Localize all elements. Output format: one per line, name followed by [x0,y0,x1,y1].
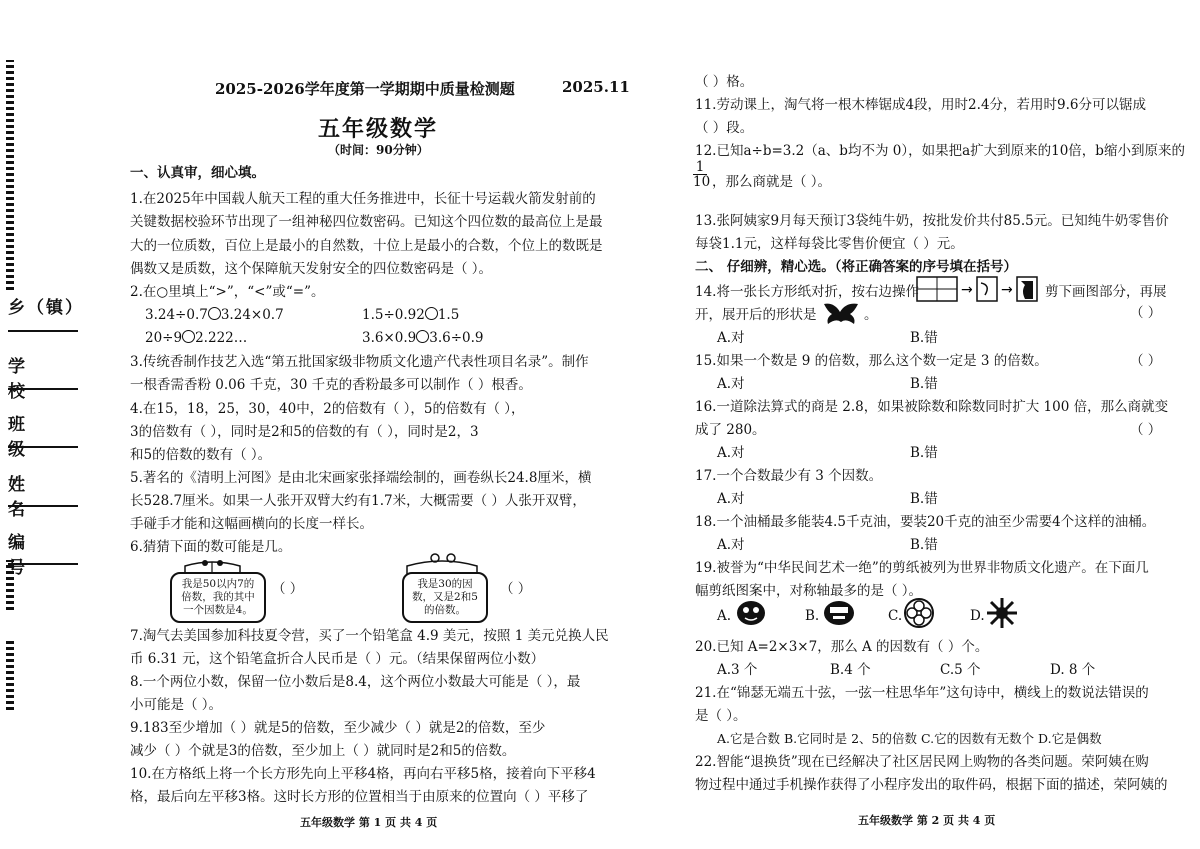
option-c[interactable]: C. [888,608,903,624]
question-line: 7.淘气去美国参加科技夏令营，买了一个铅笔盒 4.9 美元，按照 1 美元兑换人民 [130,628,609,644]
question-line: 6.猜猜下面的数可能是几。 [130,539,292,555]
question-line: 16.一道除法算式的商是 2.8，如果被除数和除数同时扩大 100 倍，那么商就变 [695,399,1169,415]
compare-circle[interactable] [416,330,429,343]
papercut-tiger-picture [735,598,767,628]
compare-circle[interactable] [208,307,221,320]
compare-item: 1.5÷0.92 1.5 [362,307,460,323]
option-b[interactable]: B.4 个 [830,662,871,678]
binding-hatch [6,640,14,710]
section-2-heading: 二、 仔细辨，精心选。（将正确答案的序号填在括号） [695,259,1017,275]
name-label: 姓 名 [8,475,43,520]
papercut-flower-picture [903,597,935,629]
exam-date: 2025.11 [562,78,630,96]
question-line: 18.一个油桶最多能装4.5千克油，要装20千克的油至少需要4个这样的油桶。 [695,514,1156,530]
question-line: 3的倍数有（ ），同时是2和5的倍数的有（ ），同时是2，3 [130,424,479,440]
compare-circle[interactable] [182,330,195,343]
option-b[interactable]: B.错 [910,491,938,507]
option-b[interactable]: B.错 [910,537,938,553]
page-footer: 五年级数学 第 2 页 共 4 页 [858,814,996,827]
number-label: 编 号 [8,533,43,578]
answer-brackets[interactable]: （ ） [1130,305,1162,321]
question-line: 5.著名的《清明上河图》是由北宋画家张择端绘制的，画卷纵长24.8厘米，横 [130,470,592,486]
compare-item: 20÷9 2.222… [145,330,248,346]
cut-shape-picture [820,300,862,326]
question-line: 10.在方格纸上将一个长方形先向上平移4格，再向右平移5格，接着向下平移4 [130,766,596,782]
question-line: 15.如果一个数是 9 的倍数，那么这个数一定是 3 的倍数。 [695,353,1048,369]
question-line: 14.将一张长方形纸对折，按右边操作 [695,284,919,300]
question-line: 格，最后向左平移3格。这时长方形的位置相当于由原来的位置向（ ）平移了 [130,789,589,805]
option-a[interactable]: A.3 个 [717,662,758,678]
answer-blank[interactable]: （ ） [272,581,304,597]
school-label: 学 校 [8,357,43,402]
option-a[interactable]: A.对 [717,537,745,553]
question-line: 19.被誉为“中华民间艺术一绝”的剪纸被列为世界非物质文化遗产。在下面几 [695,560,1149,576]
option-d[interactable]: D. [970,608,985,624]
answer-brackets[interactable]: （ ） [1130,422,1162,438]
option-a[interactable]: A. [717,608,732,624]
option-b[interactable]: B.错 [910,445,938,461]
papercut-lion-picture [822,598,856,628]
answer-brackets[interactable]: （ ） [1130,353,1162,369]
question-line: 成了 280。 [695,422,766,438]
question-line: 11.劳动课上，淘气将一根木棒锯成4段，用时2.4分，若用时9.6分可以锯成 [695,97,1146,113]
option-a[interactable]: A.对 [717,376,745,392]
option-d[interactable]: D. 8 个 [1050,662,1096,678]
q21-options[interactable]: A.它是合数 B.它同时是 2、5的倍数 C.它的因数有无数个 D.它是偶数 [717,731,1102,746]
question-line: 偶数又是质数，这个保障航天发射安全的四位数密码是（ ）。 [130,261,493,277]
binding-hatch [6,60,14,290]
question-line: （ ）段。 [695,120,754,136]
exam-header: 2025-2026学年度第一学期期中质量检测题 [215,80,515,98]
speech-bubble-1: 我是50以内7的倍数，我的其中一个因数是4。 [170,572,266,623]
class-label: 班 级 [8,415,43,460]
question-line: 2.在○里填上“>”，“<”或“=”。 [130,284,325,300]
svg-text:→: → [961,282,973,298]
speech-bubble-2: 我是30的因数，又是2和5的倍数。 [402,572,488,623]
question-line: 一根香需香粉 0.06 千克，30 千克的香粉最多可以制作（ ）根香。 [130,377,532,393]
compare-item: 3.24÷0.7 3.24×0.7 [145,307,284,323]
exam-time: （时间：90分钟） [328,143,429,157]
township-label: 乡（镇） [8,298,84,318]
svg-text:→: → [1001,282,1013,298]
question-line: 和5的倍数的数有（ ）。 [130,447,272,463]
question-line: 12.已知a÷b=3.2（a、b均不为 0），如果把a扩大到原来的10倍，b缩小到原来的 [695,143,1185,159]
question-line: 4.在15，18，25，30，40中，2的倍数有（ ），5的倍数有（ ）， [130,401,525,417]
page-footer: 五年级数学 第 1 页 共 4 页 [300,816,438,829]
question-line: 关键数据校验环节出现了一组神秘四位数密码。已知这个四位数的最高位上是最 [130,214,603,230]
compare-item: 3.6×0.9 3.6÷0.9 [362,330,484,346]
question-line: 每袋1.1元，这样每袋比零售价便宜（ ）元。 [695,236,964,252]
compare-circle[interactable] [425,307,438,320]
question-line: ，那么商就是（ ）。 [712,174,832,190]
question-line: 21.在“锦瑟无端五十弦，一弦一柱思华年”这句诗中，横线上的数说法错误的 [695,685,1149,701]
option-b[interactable]: B.错 [910,376,938,392]
question-line: 物过程中通过手机操作获得了小程序发出的取件码，根据下面的描述，荣阿姨的 [695,777,1168,793]
fraction: 1 10 [693,159,711,190]
school-line [8,388,78,390]
question-line: 幅剪纸图案中，对称轴最多的是（ ）。 [695,583,923,599]
question-line: 币 6.31 元，这个铅笔盒折合人民币是（ ）元。（结果保留两位小数） [130,651,545,667]
option-c[interactable]: C.5 个 [940,662,981,678]
township-line [8,330,78,332]
answer-blank[interactable]: （ ） [500,581,532,597]
question-line: 20.已知 A=2×3×7，那么 A 的因数有（ ）个。 [695,639,989,655]
class-line [8,446,78,448]
question-line: 长528.7厘米。如果一人张开双臂大约有1.7米，大概需要（ ）人张开双臂， [130,493,586,509]
question-line: 22.智能“退换货”现在已经解决了社区居民网上购物的各类问题。荣阿姨在购 [695,754,1149,770]
question-line: 13.张阿姨家9月每天预订3袋纯牛奶，按批发价共付85.5元。已知纯牛奶零售价 [695,213,1169,229]
page-title: 五年级数学 [318,116,439,142]
question-line: 。 [864,307,878,323]
section-1-heading: 一、认真审，细心填。 [130,165,265,181]
option-a[interactable]: A.对 [717,491,745,507]
question-line: 17.一个合数最少有 3 个因数。 [695,468,883,484]
name-line [8,505,78,507]
question-line: 开，展开后的形状是 [695,307,817,323]
option-b[interactable]: B.错 [910,330,938,346]
question-line: （ ）格。 [695,74,754,90]
number-line [8,563,78,565]
option-b[interactable]: B. [805,608,820,624]
option-a[interactable]: A.对 [717,330,745,346]
papercut-snowflake-picture [985,596,1019,630]
question-line: 1.在2025年中国载人航天工程的重大任务推进中，长征十号运载火箭发射前的 [130,191,596,207]
paper-fold-steps-picture [915,275,1040,305]
question-line: 3.传统香制作技艺入选“第五批国家级非物质文化遗产代表性项目名录”。制作 [130,354,589,370]
question-line: 手碰手才能和这幅画横向的长度一样长。 [130,516,373,532]
question-line: 剪下画图部分，再展 [1045,284,1167,300]
question-line: 减少（ ）个就是3的倍数，至少加上（ ）就同时是2和5的倍数。 [130,743,516,759]
question-line: 小可能是（ ）。 [130,697,223,713]
question-line: 大的一位质数，百位上是最小的自然数，十位上是最小的合数，个位上的数既是 [130,238,603,254]
question-line: 8.一个两位小数，保留一位小数后是8.4，这个两位小数最大可能是（ ），最 [130,674,581,690]
question-line: 9.183至少增加（ ）就是5的倍数，至少减少（ ）就是2的倍数，至少 [130,720,546,736]
option-a[interactable]: A.对 [717,445,745,461]
question-line: 是（ ）。 [695,708,747,724]
